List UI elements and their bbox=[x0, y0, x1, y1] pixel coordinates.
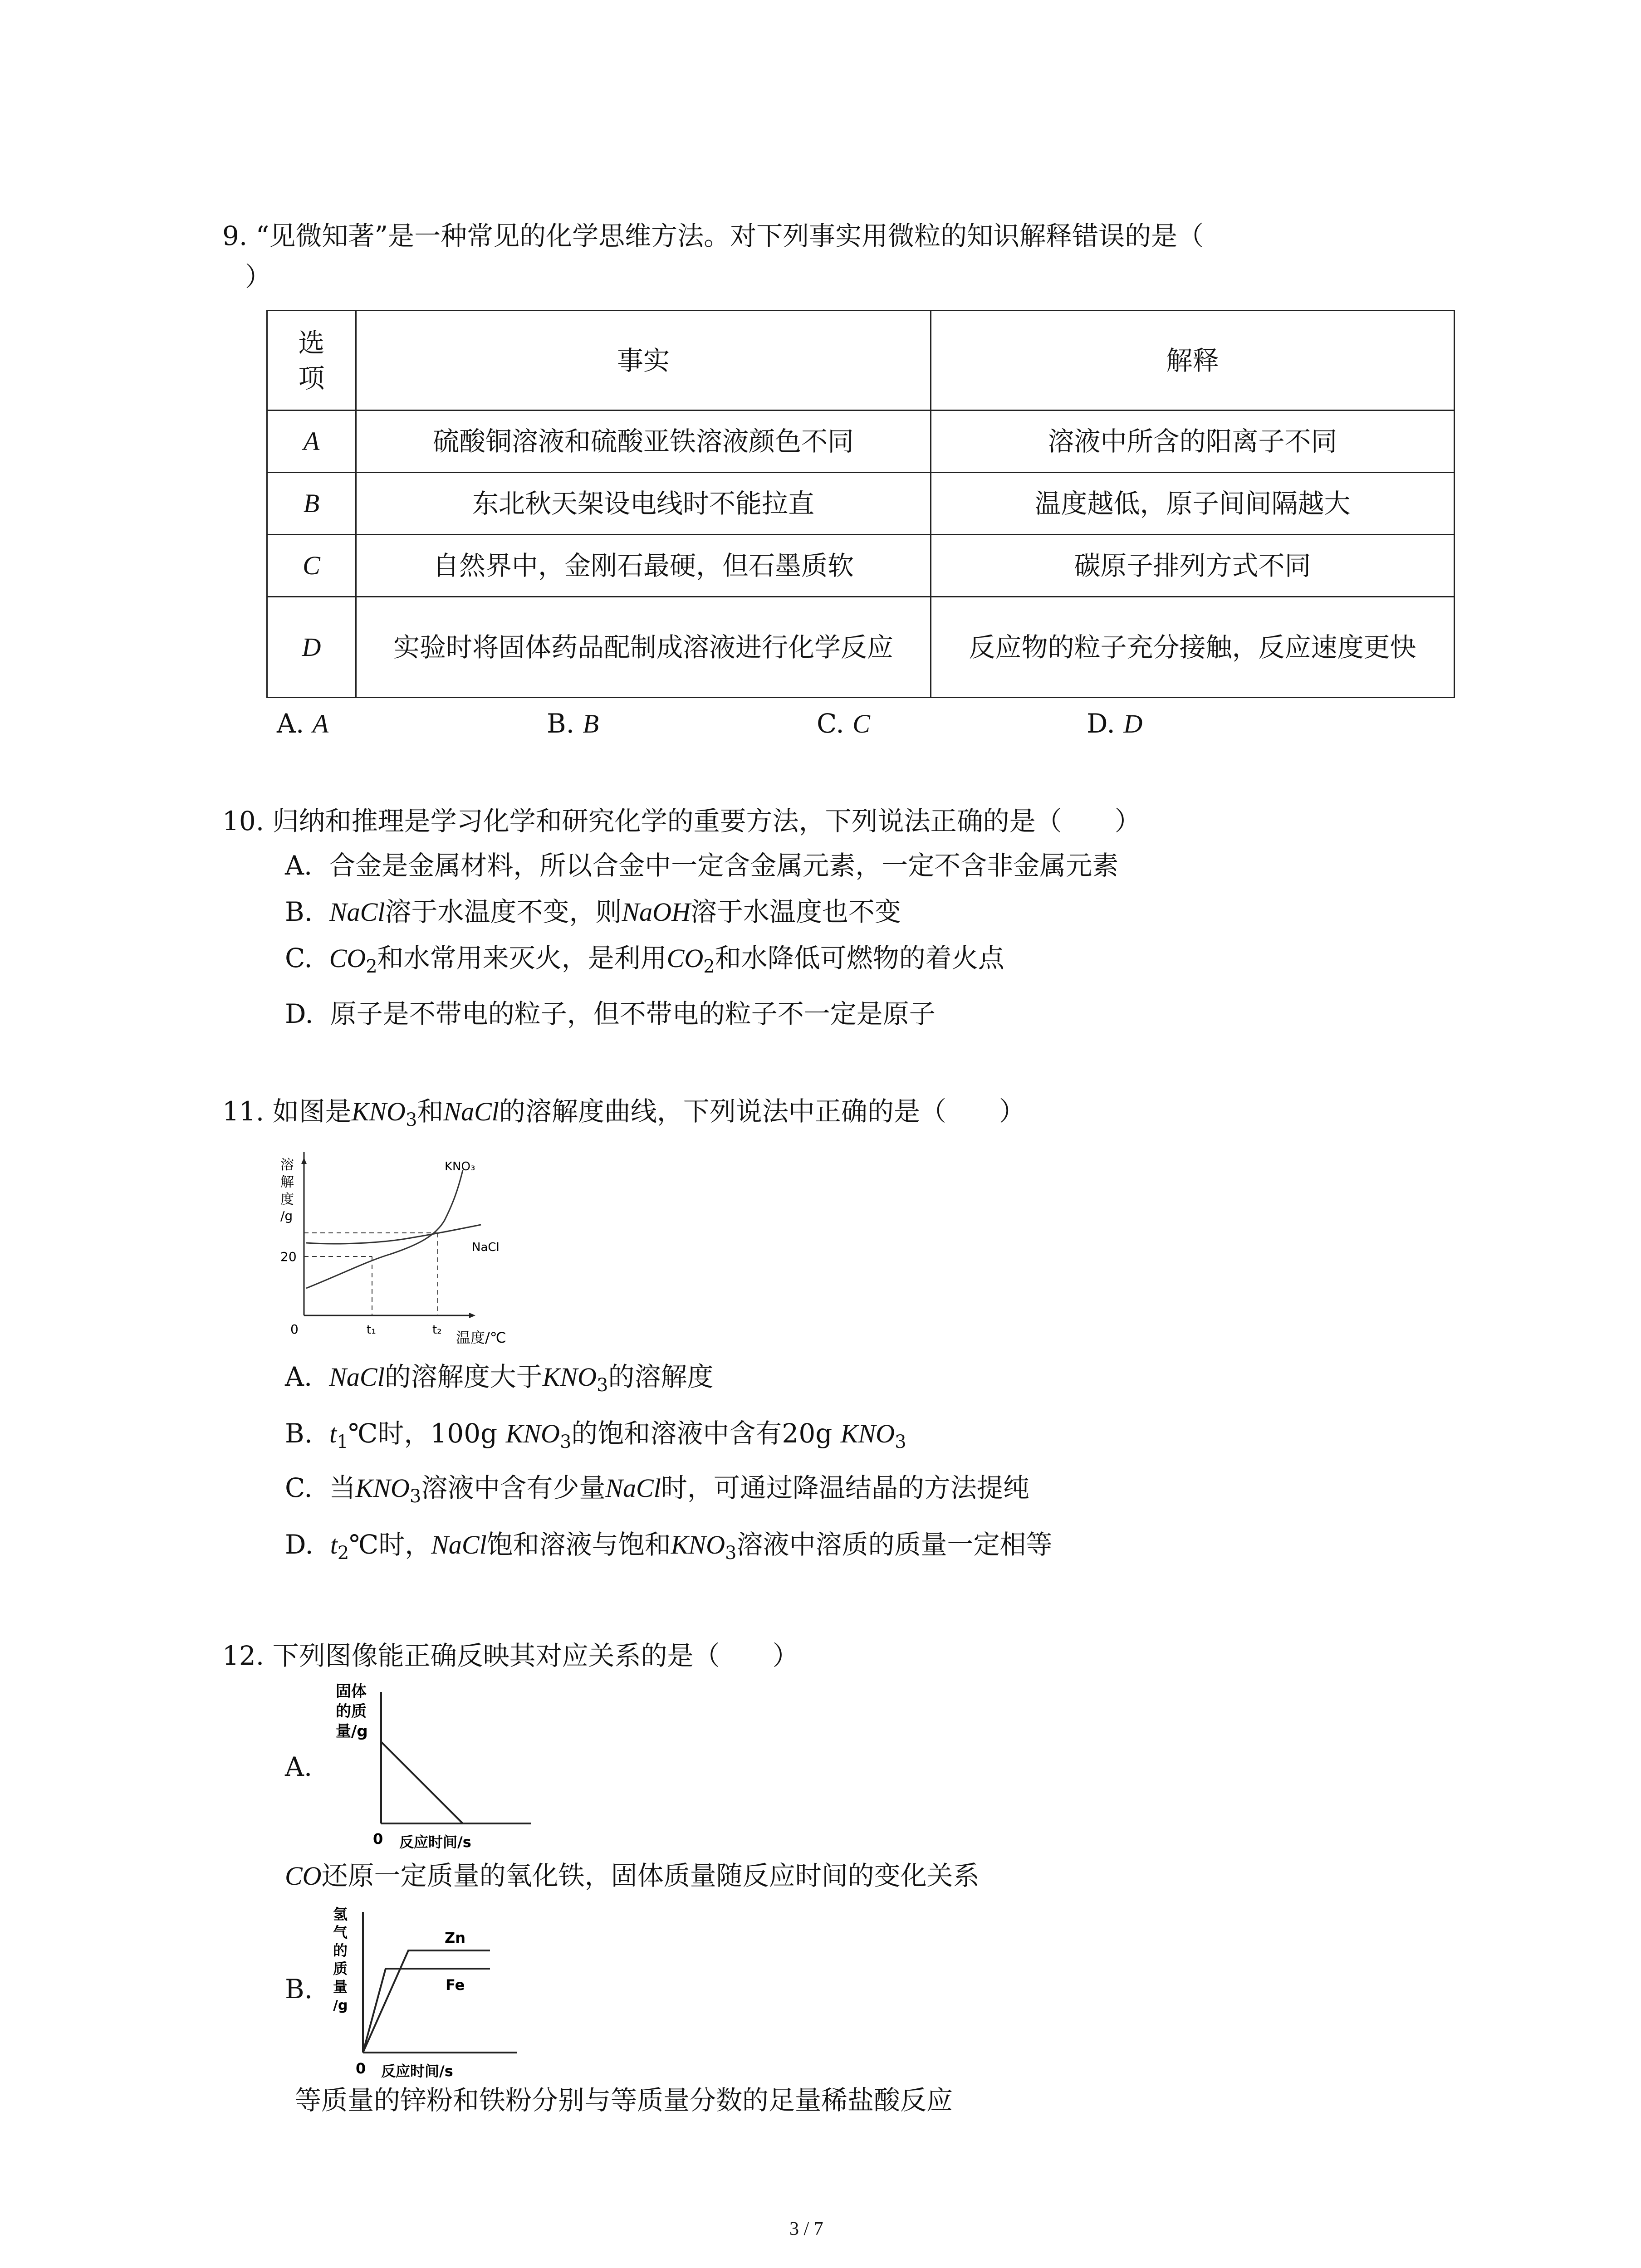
row-option: C bbox=[267, 535, 356, 597]
q11-option-c[interactable]: C. 当$KNO_3$溶液中含有少量NaCl时，可通过降温结晶的方法提纯 bbox=[285, 1472, 1029, 1507]
y-label-3: 度 bbox=[280, 1192, 294, 1207]
row-explain: 碳原子排列方式不同 bbox=[931, 535, 1455, 597]
row-option: D bbox=[267, 597, 356, 698]
zn-curve bbox=[363, 1950, 490, 2053]
table-row bbox=[267, 473, 1455, 535]
a-y-label-3: 量/g bbox=[336, 1722, 368, 1740]
x-axis-arrow bbox=[469, 1313, 475, 1318]
row-explain: 温度越低，原子间间隔越大 bbox=[931, 473, 1455, 535]
t1-label: t₁ bbox=[367, 1323, 376, 1337]
nacl-label: NaCl bbox=[472, 1241, 500, 1254]
page-number: 3 / 7 bbox=[789, 2219, 823, 2239]
q12-stem: 12. 下列图像能正确反映其对应关系的是（ ） bbox=[222, 1640, 799, 1671]
a-y-label-1: 固体 bbox=[336, 1682, 367, 1701]
q9-stem: 9. “见微知著”是一种常见的化学思维方法。对下列事实用微粒的知识解释错误的是（ bbox=[222, 220, 1204, 251]
row-option: B bbox=[267, 473, 356, 535]
b-y-label-1: 氢 bbox=[333, 1906, 348, 1923]
q9-option-d[interactable]: D. D bbox=[1087, 708, 1143, 739]
row-fact: 硫酸铜溶液和硫酸亚铁溶液颜色不同 bbox=[356, 411, 931, 473]
y-label-2: 解 bbox=[280, 1174, 294, 1190]
q12-chart-a bbox=[331, 1678, 540, 1851]
q10-stem: 10. 归纳和推理是学习化学和研究化学的重要方法，下列说法正确的是（ ） bbox=[222, 806, 1141, 836]
q11-option-d[interactable]: D. $t_2℃$时，NaCl饱和溶液与饱和$KNO_3$溶液中溶质的质量一定相等 bbox=[285, 1529, 1053, 1564]
q10-option-c[interactable]: C. $CO_2$和水常用来灭火，是利用$CO_2$和水降低可燃物的着火点 bbox=[285, 943, 1004, 977]
q9-option-b[interactable]: B. B bbox=[547, 708, 599, 739]
header-explain: 解释 bbox=[931, 311, 1455, 411]
q12-option-a-label[interactable]: A. bbox=[285, 1751, 313, 1782]
b-y-label-6: /g bbox=[333, 1998, 348, 2014]
table-header-row bbox=[267, 311, 1455, 411]
b-y-label-2: 气 bbox=[333, 1924, 348, 1941]
b-y-label-4: 质 bbox=[333, 1960, 348, 1977]
y-label-4: /g bbox=[280, 1208, 293, 1223]
row-option: A bbox=[267, 411, 356, 473]
x-axis-label: 温度/℃ bbox=[456, 1329, 506, 1346]
a-x-label: 反应时间/s bbox=[399, 1833, 471, 1851]
q10-option-a[interactable]: A. 合金是金属材料，所以合金中一定含金属元素，一定不含非金属元素 bbox=[285, 850, 1119, 881]
q11-solubility-chart bbox=[272, 1152, 535, 1356]
kno3-label: KNO₃ bbox=[445, 1160, 475, 1173]
table-row bbox=[267, 597, 1455, 698]
a-y-label-2: 的质 bbox=[336, 1702, 367, 1721]
b-origin: 0 bbox=[356, 2060, 366, 2077]
row-fact: 东北秋天架设电线时不能拉直 bbox=[356, 473, 931, 535]
q10-option-b[interactable]: B. NaCl溶于水温度不变，则NaOH溶于水温度也不变 bbox=[285, 896, 901, 927]
row-fact: 实验时将固体药品配制成溶液进行化学反应 bbox=[356, 597, 931, 698]
q11-option-b[interactable]: B. $t_1℃$时，100g $KNO_3$的饱和溶液中含有20g $KNO_3$ bbox=[285, 1418, 906, 1452]
q11-stem: 11. 如图是$KNO_3$和NaCl的溶解度曲线，下列说法中正确的是（ ） bbox=[222, 1096, 1025, 1130]
table-row bbox=[267, 411, 1455, 473]
y-axis-arrow bbox=[301, 1158, 307, 1164]
header-fact: 事实 bbox=[356, 311, 931, 411]
y-label-1: 溶 bbox=[280, 1157, 294, 1173]
row-fact: 自然界中，金刚石最硬，但石墨质软 bbox=[356, 535, 931, 597]
q9-table bbox=[266, 310, 1455, 698]
fe-label: Fe bbox=[446, 1976, 465, 1994]
q12-chart-b bbox=[327, 1903, 544, 2080]
q12-caption-a: CO还原一定质量的氧化铁，固体质量随反应时间的变化关系 bbox=[285, 1860, 980, 1891]
q11-option-a[interactable]: A. NaCl的溶解度大于$KNO_3$的溶解度 bbox=[285, 1361, 714, 1396]
q12-option-b-label[interactable]: B. bbox=[285, 1974, 313, 2004]
q9-option-a[interactable]: A. A bbox=[277, 708, 329, 739]
q9-option-c[interactable]: C. C bbox=[817, 708, 870, 739]
origin-label: 0 bbox=[290, 1322, 299, 1337]
nacl-curve bbox=[306, 1225, 481, 1244]
b-y-label-3: 的 bbox=[333, 1942, 348, 1959]
tick-20: 20 bbox=[280, 1249, 297, 1264]
zn-label: Zn bbox=[445, 1929, 465, 1946]
row-explain: 溶液中所含的阳离子不同 bbox=[931, 411, 1455, 473]
b-y-label-5: 量 bbox=[333, 1978, 348, 1995]
table-row bbox=[267, 535, 1455, 597]
a-curve bbox=[381, 1742, 463, 1823]
b-x-label: 反应时间/s bbox=[381, 2063, 453, 2080]
a-origin: 0 bbox=[373, 1830, 383, 1848]
q9-stem-end: ） bbox=[245, 261, 272, 292]
kno3-curve bbox=[306, 1170, 463, 1288]
q10-option-d[interactable]: D. 原子是不带电的粒子，但不带电的粒子不一定是原子 bbox=[285, 998, 936, 1029]
q12-caption-b: 等质量的锌粉和铁粉分别与等质量分数的足量稀盐酸反应 bbox=[295, 2085, 953, 2116]
t2-label: t₂ bbox=[432, 1323, 442, 1337]
header-option: 选项 bbox=[267, 311, 356, 411]
row-explain: 反应物的粒子充分接触，反应速度更快 bbox=[931, 597, 1455, 698]
